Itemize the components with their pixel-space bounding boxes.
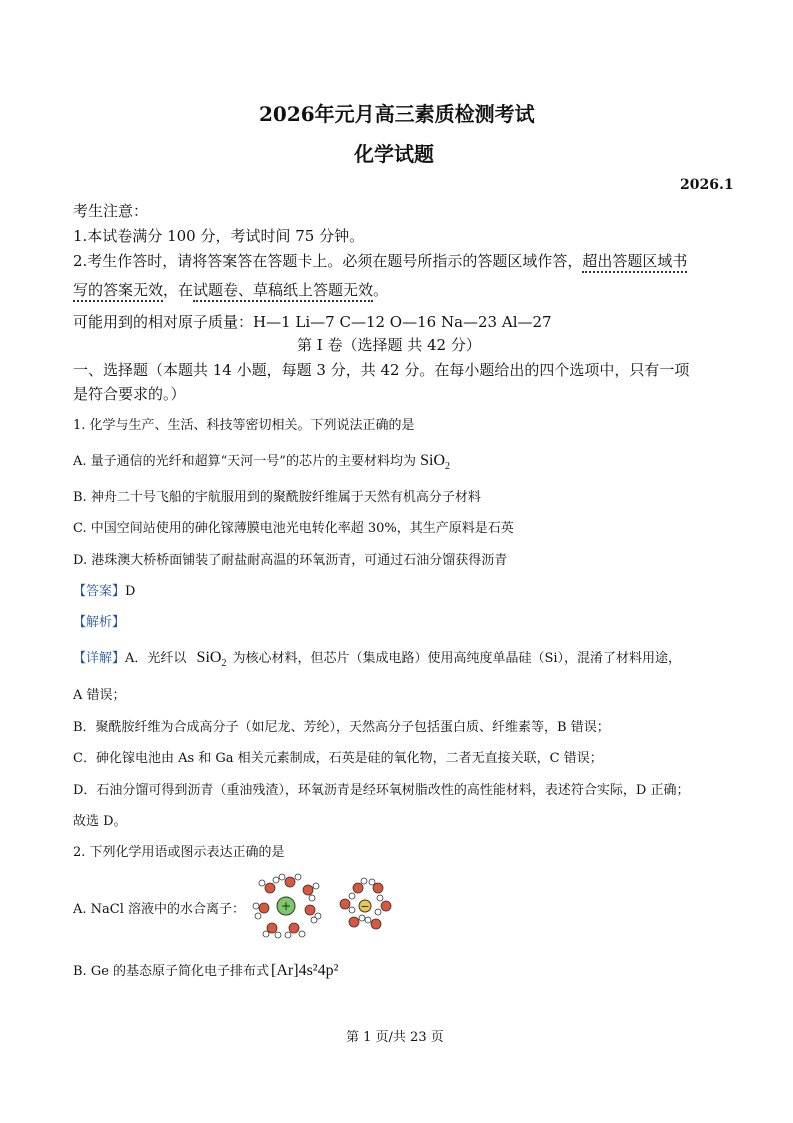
exam-title: 2026年元月高三素质检测考试 (259, 102, 535, 126)
q1-option-a (73, 450, 450, 472)
notice-emphasis-3: 试题卷、草稿纸上答题无效 (193, 281, 373, 302)
q1-detail-a (73, 647, 681, 669)
volume-title: 第 I 卷（选择题 共 42 分） (297, 336, 481, 354)
page-number: 第 1 页/共 23 页 (346, 1030, 444, 1045)
notice-emphasis-2: 写的答案无效 (73, 281, 163, 302)
svg-text:+: + (280, 899, 292, 913)
detail-label: 【详解】 (73, 651, 126, 666)
q1-option-d: D. 港珠澳大桥桥面铺装了耐盐耐高温的环氧沥青，可通过石油分馏获得沥青 (73, 553, 508, 568)
q1-answer (73, 580, 135, 599)
notice-item-2-text: 2.考生作答时，请将答案答在答题卡上。必须在题号所指示的答题区域作答， (73, 252, 583, 270)
exam-subtitle: 化学试题 (354, 142, 434, 166)
detail-a-formula: SiO$_2$ (196, 649, 227, 670)
notice-heading: 考生注意： (73, 202, 149, 220)
chloride-ion-hydrated (340, 878, 391, 929)
section-instructions-2: 是符合要求的。） (73, 385, 186, 403)
q1-option-a-text: A. 量子通信的光纤和超算“天河一号”的芯片的主要材料均为 (73, 454, 416, 469)
notice-item-2-line-1 (73, 250, 687, 271)
q2-option-b-text: B. Ge 的基态原子简化电子排布式 (73, 964, 270, 979)
svg-text:−: − (360, 900, 370, 913)
q1-option-a-formula: SiO$_2$ (420, 452, 450, 473)
atomic-masses: 可能用到的相对原子质量：H—1 Li—7 C—12 O—16 Na—23 Al—27 (73, 313, 552, 331)
notice-item-1: 1.本试卷满分 100 分，考试时间 75 分钟。 (73, 227, 365, 245)
analysis-label: 【解析】 (73, 615, 126, 630)
q2-option-b (73, 960, 338, 980)
q1-detail-d: D．石油分馏可得到沥青（重油残渣），环氧沥青是经环氧树脂改性的高性能材料，表述符合实际，D 正确； (73, 783, 690, 798)
q1-detail-a-cont: A 错误； (73, 688, 126, 703)
detail-a-text-2: 为核心材料，但芯片（集成电路）使用高纯度单晶硅（Si），混淆了材料用途， (232, 651, 682, 666)
q1-option-b: B. 神舟二十号飞船的宇航服用到的聚酰胺纤维属于天然有机高分子材料 (73, 490, 481, 505)
exam-date: 2026.1 (680, 177, 734, 193)
notice-item-2-line-2 (73, 279, 388, 300)
detail-a-text-1: A．光纤以 (125, 651, 187, 666)
notice-emphasis-1: 超出答题区域书 (582, 252, 687, 273)
q2-option-a: A. NaCl 溶液中的水合离子： (73, 902, 246, 917)
q2-option-b-formula: [Ar]4s²4p² (271, 962, 339, 979)
q1-option-c: C. 中国空间站使用的砷化镓薄膜电池光电转化率超 30%，其生产原料是石英 (73, 521, 514, 536)
section-instructions-1: 一、选择题（本题共 14 小题，每题 3 分，共 42 分。在每小题给出的四个选项中，只有一项 (73, 361, 690, 379)
sodium-ion-hydrated (253, 874, 321, 938)
notice-text-comma: ，在 (163, 281, 194, 299)
notice-text-period: 。 (373, 281, 389, 299)
answer-value: D (125, 584, 136, 599)
q1-stem: 1. 化学与生产、生活、科技等密切相关。下列说法正确的是 (73, 418, 415, 433)
q1-detail-c: C．砷化镓电池由 As 和 Ga 相关元素制成，石英是硅的氧化物，二者无直接关联，C 错误； (73, 751, 603, 766)
q1-conclusion: 故选 D。 (73, 814, 127, 829)
answer-label: 【答案】 (73, 584, 126, 599)
q1-detail-b: B．聚酰胺纤维为合成高分子（如尼龙、芳纶），天然高分子包括蛋白质、纤维素等，B 错误； (73, 720, 610, 735)
q2-stem: 2. 下列化学用语或图示表达正确的是 (73, 845, 285, 860)
hydrated-ions-figure (248, 868, 408, 940)
